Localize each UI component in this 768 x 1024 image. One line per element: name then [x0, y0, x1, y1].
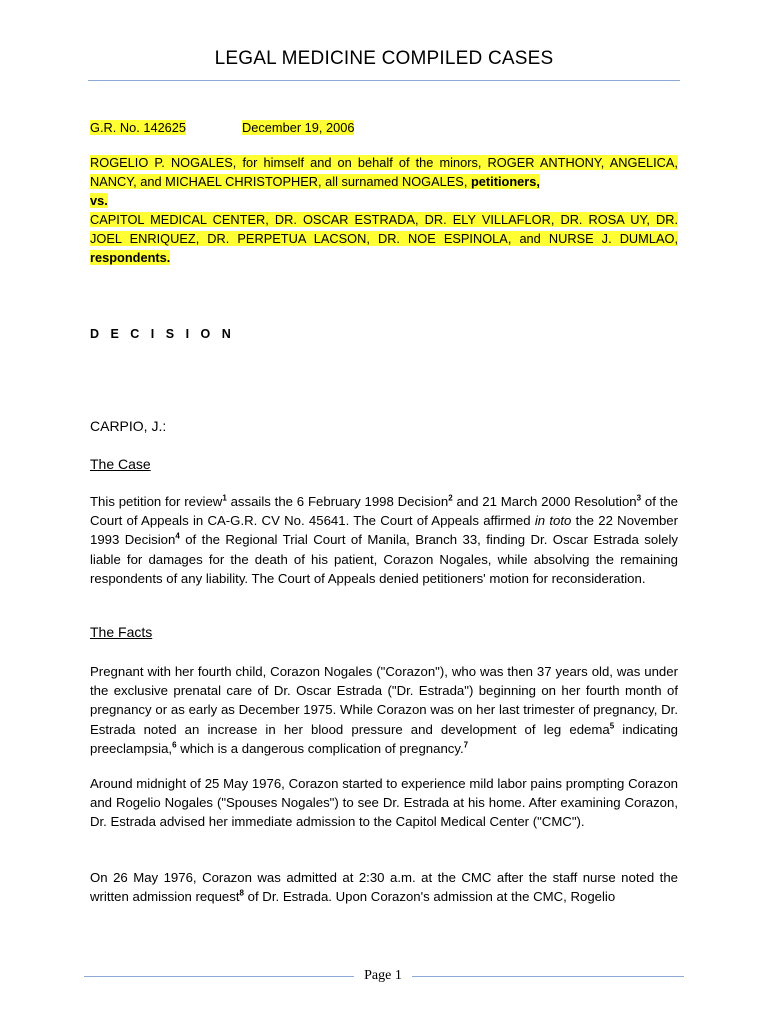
case-caption	[90, 118, 678, 267]
case-date: December 19, 2006	[242, 120, 355, 135]
versus-label: vs.	[90, 193, 108, 208]
page-number: Page 1	[364, 968, 402, 983]
petitioners-label: petitioners,	[467, 174, 540, 189]
petitioners-names: ROGELIO P. NOGALES, for himself and on behalf of the minors, ROGER ANTHONY, ANGELICA, NANCY, and MICHAEL CHRISTOPHER, all surnamed NOGALES,	[90, 155, 678, 189]
footnote-ref[interactable]: 4	[175, 532, 180, 542]
section-heading-the-facts: The Facts	[90, 624, 153, 640]
paragraph-facts-3: On 26 May 1976, Corazon was admitted at 2:30 a.m. at the CMC after the staff nurse noted the written admission request$^8$ of Dr. Estrada. Upon Corazon's admission at the CMC, Rogelio	[90, 870, 678, 905]
parties-block	[90, 153, 678, 267]
decision-heading: D E C I S I O N	[90, 327, 235, 341]
case-number: G.R. No. 142625	[90, 120, 187, 135]
ponente: CARPIO, J.:	[90, 418, 167, 434]
paragraph-facts-1: Pregnant with her fourth child, Corazon Nogales ("Corazon"), who was then 37 years old, was under the exclusive prenatal care of Dr. Oscar Estrada ("Dr. Estrada") beginning on her fourth month of pregnancy or as early as December 1975. While Corazon was on her last trimester of pregnancy, Dr. Estrada noted an increase in her blood pressure and development of leg edema$^5$ indicating preeclampsia,$^6$ which is a dangerous complication of pregnancy.$^7$	[90, 664, 678, 756]
footnote-ref[interactable]: 5	[609, 721, 615, 731]
paragraph-facts-2: Around midnight of 25 May 1976, Corazon started to experience mild labor pains prompting Corazon and Rogelio Nogales ("Spouses Nogales") to see Dr. Estrada at his home. After examining Corazon, Dr. Estrada advised her immediate admission to the Capitol Medical Center ("CMC").	[90, 776, 678, 830]
paragraph-the-case: This petition for review$^1$ assails the 6 February 1998 Decision$^2$ and 21 March 2000 Resolution$^3$ of the Court of Appeals in CA-G.R. CV No. 45641. The Court of Appeals affirmed in toto the 22 November 1993 Decision$^4$ of the Regional Trial Court of Manila, Branch 33, finding Dr. Oscar Estrada solely liable for damages for the death of his patient, Corazon Nogales, while absolving the remaining respondents of any liability. The Court of Appeals denied petitioners' motion for reconsideration.	[90, 493, 679, 586]
respondents-label: respondents.	[90, 250, 171, 265]
document-title: LEGAL MEDICINE COMPILED CASES	[214, 48, 554, 69]
case-number-line	[90, 118, 678, 137]
footnote-ref[interactable]: 7	[463, 740, 469, 750]
footnote-ref[interactable]: 8	[239, 888, 244, 898]
footnote-ref[interactable]: 6	[172, 740, 177, 750]
section-heading-the-case: The Case	[90, 456, 151, 472]
footnote-ref[interactable]: 1	[222, 493, 227, 503]
footnote-ref[interactable]: 2	[448, 493, 453, 503]
footnote-ref[interactable]: 3	[636, 493, 642, 503]
header-divider	[88, 80, 680, 81]
footer-divider-right	[412, 976, 684, 977]
respondents-names: CAPITOL MEDICAL CENTER, DR. OSCAR ESTRADA, DR. ELY VILLAFLOR, DR. ROSA UY, DR. JOEL ENRIQUEZ, DR. PERPETUA LACSON, DR. NOE ESPINOLA, and NURSE J. DUMLAO,	[90, 212, 678, 246]
footer-divider-left	[84, 976, 354, 977]
